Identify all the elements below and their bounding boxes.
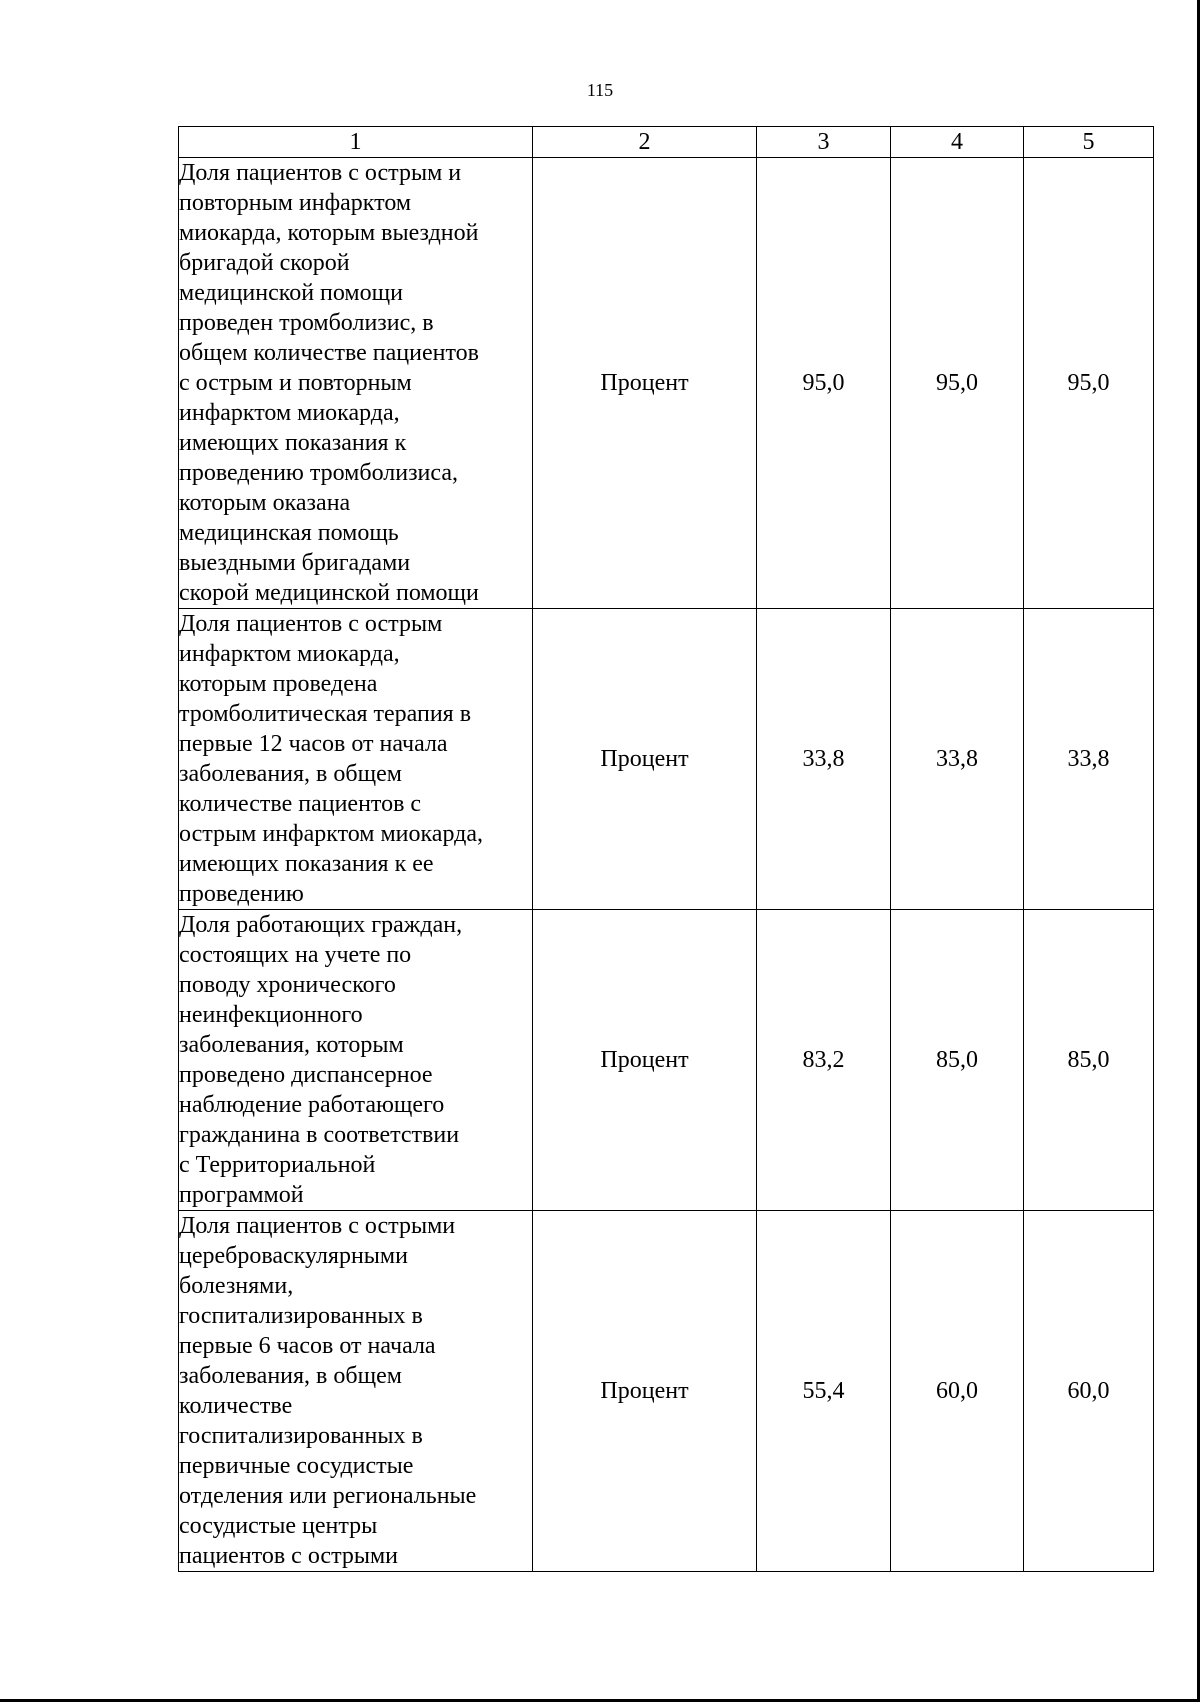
value-col3: 95,0 [757,158,891,609]
description-line: с Территориальной [179,1152,376,1178]
description-line: проведению тромболизиса, [179,460,458,486]
description-line: программой [179,1182,304,1208]
unit-cell: Процент [533,609,757,910]
description-line: наблюдение работающего [179,1092,445,1118]
description-line: сосудистые центры [179,1513,378,1539]
description-line: болезнями, [179,1273,294,1299]
column-header-4: 4 [891,127,1024,158]
description-line: общем количестве пациентов [179,340,479,366]
description-line: инфарктом миокарда, [179,400,400,426]
description-line: острым инфарктом миокарда, [179,821,484,847]
description-line: поводу хронического [179,972,396,998]
indicator-description [179,910,533,1211]
table-header-row [179,127,1154,158]
value-col3: 83,2 [757,910,891,1211]
description-line: Доля работающих граждан, [179,912,463,938]
description-line: выездными бригадами [179,550,411,576]
value-col3: 33,8 [757,609,891,910]
column-header-3: 3 [757,127,891,158]
value-col5: 95,0 [1024,158,1154,609]
description-line: с острым и повторным [179,370,412,396]
description-line: неинфекционного [179,1002,363,1028]
value-col4: 85,0 [891,910,1024,1211]
description-line: бригадой скорой [179,250,350,276]
indicator-description [179,158,533,609]
value-col5: 33,8 [1024,609,1154,910]
indicator-description [179,1211,533,1572]
description-line: заболевания, которым [179,1032,404,1058]
description-line: пациентов с острыми [179,1543,399,1569]
description-line: миокарда, которым выездной [179,220,479,246]
unit-cell: Процент [533,1211,757,1572]
page-number: 115 [586,80,614,100]
description-line: медицинской помощи [179,280,403,306]
description-line: количестве пациентов с [179,791,422,817]
description-line: госпитализированных в [179,1303,423,1329]
description-line: проведению [179,881,304,907]
value-col3: 55,4 [757,1211,891,1572]
table-row [179,910,1154,1211]
description-line: состоящих на учете по [179,942,412,968]
description-line: Доля пациентов с острыми [179,1213,456,1239]
unit-cell: Процент [533,158,757,609]
table-row [179,1211,1154,1572]
description-line: проведено диспансерное [179,1062,433,1088]
description-line: цереброваскулярными [179,1243,408,1269]
indicators-table [178,126,1154,1572]
column-header-1: 1 [179,127,533,158]
description-line: первые 12 часов от начала [179,731,448,757]
table-row [179,609,1154,910]
description-line: которым оказана [179,490,351,516]
column-header-2: 2 [533,127,757,158]
description-line: гражданина в соответствии [179,1122,460,1148]
description-line: заболевания, в общем [179,761,402,787]
description-line: первые 6 часов от начала [179,1333,436,1359]
description-line: имеющих показания к [179,430,407,456]
description-line: госпитализированных в [179,1423,423,1449]
description-line: количестве [179,1393,293,1419]
description-line: первичные сосудистые [179,1453,414,1479]
table-row [179,158,1154,609]
description-line: которым проведена [179,671,378,697]
description-line: инфарктом миокарда, [179,641,400,667]
description-line: медицинская помощь [179,520,399,546]
description-line: заболевания, в общем [179,1363,402,1389]
indicator-description [179,609,533,910]
value-col5: 85,0 [1024,910,1154,1211]
description-line: тромболитическая терапия в [179,701,472,727]
description-line: Доля пациентов с острым и [179,160,462,186]
description-line: отделения или региональные [179,1483,477,1509]
description-line: повторным инфарктом [179,190,412,216]
description-line: Доля пациентов с острым [179,611,443,637]
value-col5: 60,0 [1024,1211,1154,1572]
column-header-5: 5 [1024,127,1154,158]
description-line: скорой медицинской помощи [179,580,479,606]
value-col4: 95,0 [891,158,1024,609]
value-col4: 33,8 [891,609,1024,910]
value-col4: 60,0 [891,1211,1024,1572]
unit-cell: Процент [533,910,757,1211]
description-line: имеющих показания к ее [179,851,434,877]
description-line: проведен тромболизис, в [179,310,434,336]
